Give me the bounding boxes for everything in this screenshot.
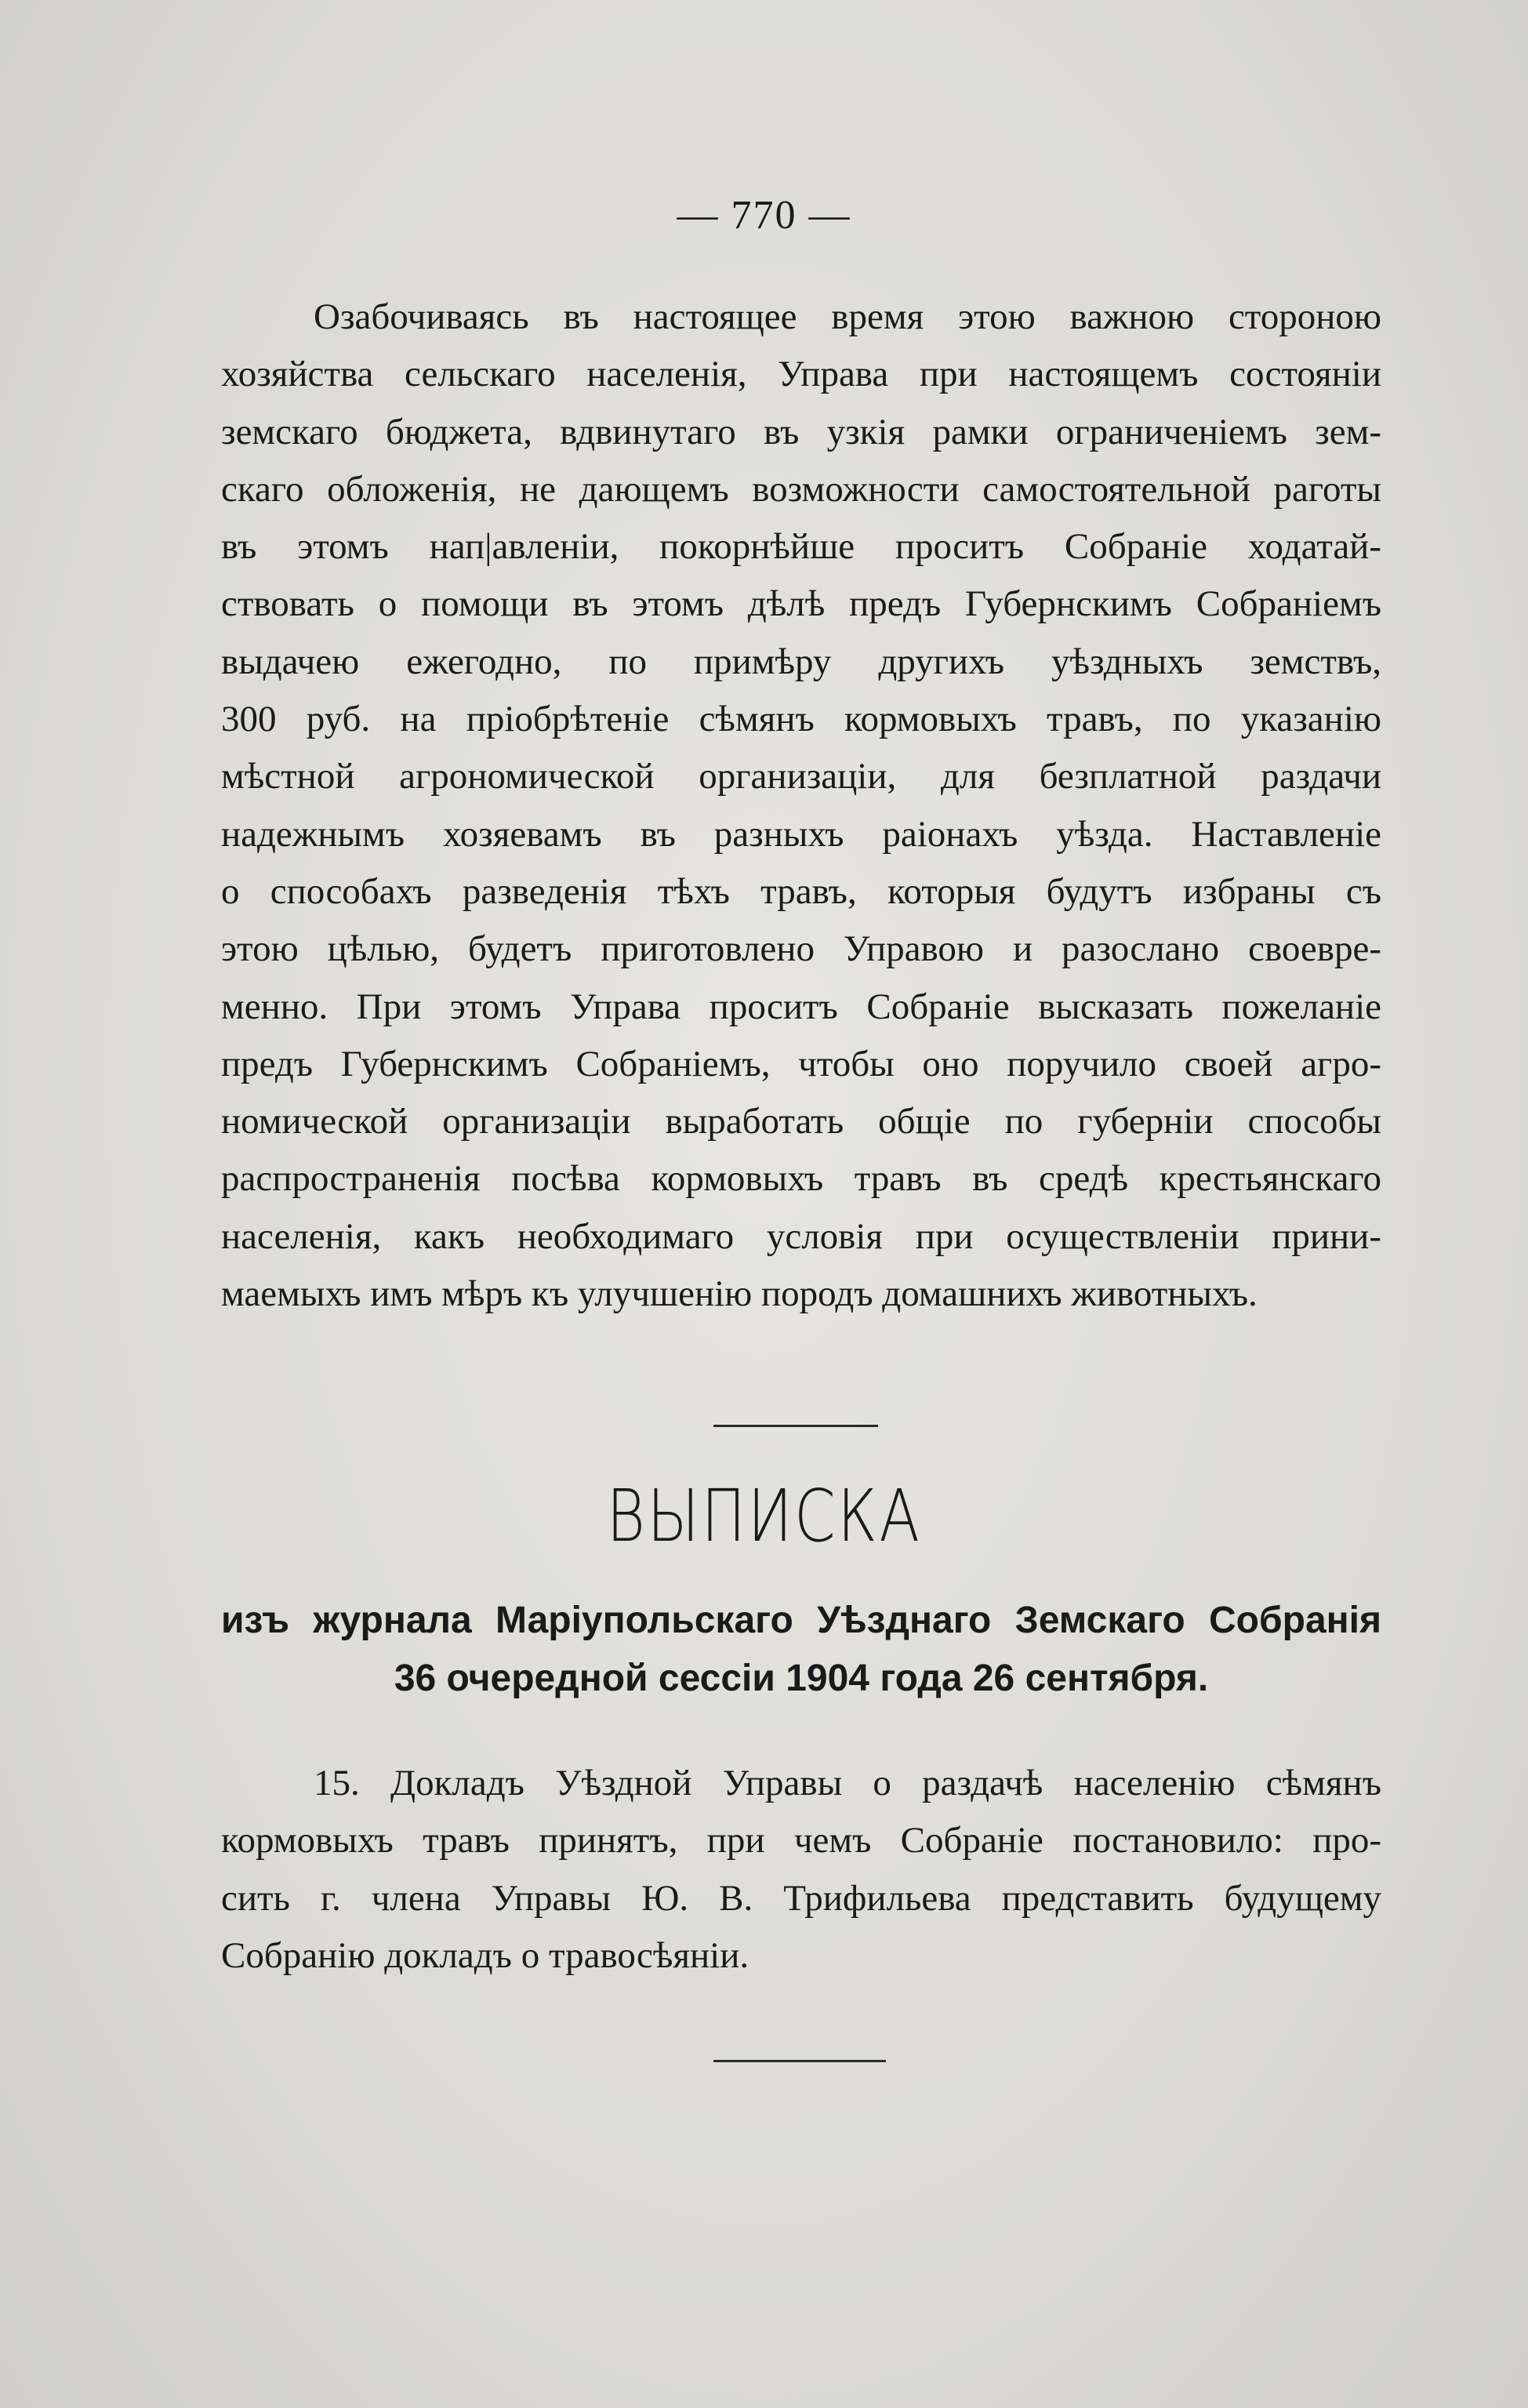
text-line: скаго обложенія, не дающемъ возможности самостоятельной раготы — [221, 468, 1381, 510]
journal-subheading — [221, 1592, 1381, 1708]
text-line: о способахъ разведенія тѣхъ травъ, которыя будутъ избраны съ — [221, 870, 1381, 912]
text-line: этою цѣлью, будетъ приготовлено Управою и разослано своевре- — [221, 928, 1381, 970]
text-line: 300 руб. на пріобрѣтеніе сѣмянъ кормовыхъ травъ, по указанію — [221, 699, 1381, 740]
section-divider — [713, 1425, 878, 1427]
text-line: земскаго бюджета, вдвинутаго въ узкія рамки ограниченіемъ зем- — [221, 411, 1381, 452]
text-line: 15. Докладъ Уѣздной Управы о раздачѣ населенію сѣмянъ — [314, 1763, 1381, 1803]
subheading-line: изъ журнала Маріупольскаго Уѣзднаго Земскаго Собранія — [221, 1600, 1381, 1641]
text-line: надежнымъ хозяевамъ въ разныхъ раіонахъ уѣзда. Наставленіе — [221, 813, 1381, 855]
section-heading: ВЫПИСКА — [606, 1474, 922, 1558]
text-line: выдачею ежегодно, по примѣру другихъ уѣздныхъ земствъ, — [221, 641, 1381, 682]
text-line: менно. При этомъ Управа проситъ Собраніе высказать пожеланіе — [221, 986, 1381, 1027]
text-line: распространенія посѣва кормовыхъ травъ въ средѣ крестьянскаго — [221, 1158, 1381, 1200]
text-line: сить г. члена Управы Ю. В. Трифильева представить будущему — [221, 1877, 1381, 1919]
resolution-paragraph — [221, 1755, 1381, 1985]
text-line: маемыхъ имъ мѣръ къ улучшенію породъ домашнихъ животныхъ. — [221, 1273, 1258, 1315]
text-line: мѣстной агрономической организаціи, для безплатной раздачи — [221, 756, 1381, 797]
text-line: хозяйства сельскаго населенія, Управа при настоящемъ состояніи — [221, 354, 1381, 395]
text-line: предъ Губернскимъ Собраніемъ, чтобы оно поручило своей агро- — [221, 1043, 1381, 1084]
closing-divider — [713, 2060, 886, 2062]
text-line: населенія, какъ необходимаго условія при осуществленіи прини- — [221, 1215, 1381, 1257]
text-line: кормовыхъ травъ принятъ, при чемъ Собраніе постановило: про- — [221, 1820, 1381, 1861]
text-line: номической организаціи выработать общіе по губерніи способы — [221, 1101, 1381, 1142]
text-line: Собранію докладъ о травосѣяніи. — [221, 1934, 749, 1976]
text-line: въ этомъ нап|авленіи, покорнѣйше проситъ Собраніе ходатай- — [221, 526, 1381, 568]
page-number: — 770 — — [677, 193, 851, 238]
report-paragraph — [221, 289, 1381, 1323]
subheading-line: 36 очередной сессіи 1904 года 26 сентября. — [394, 1658, 1209, 1699]
text-line: ствовать о помощи въ этомъ дѣлѣ предъ Губернскимъ Собраніемъ — [221, 583, 1381, 625]
text-line: Озабочиваясь въ настоящее время этою важною стороною — [314, 296, 1381, 337]
